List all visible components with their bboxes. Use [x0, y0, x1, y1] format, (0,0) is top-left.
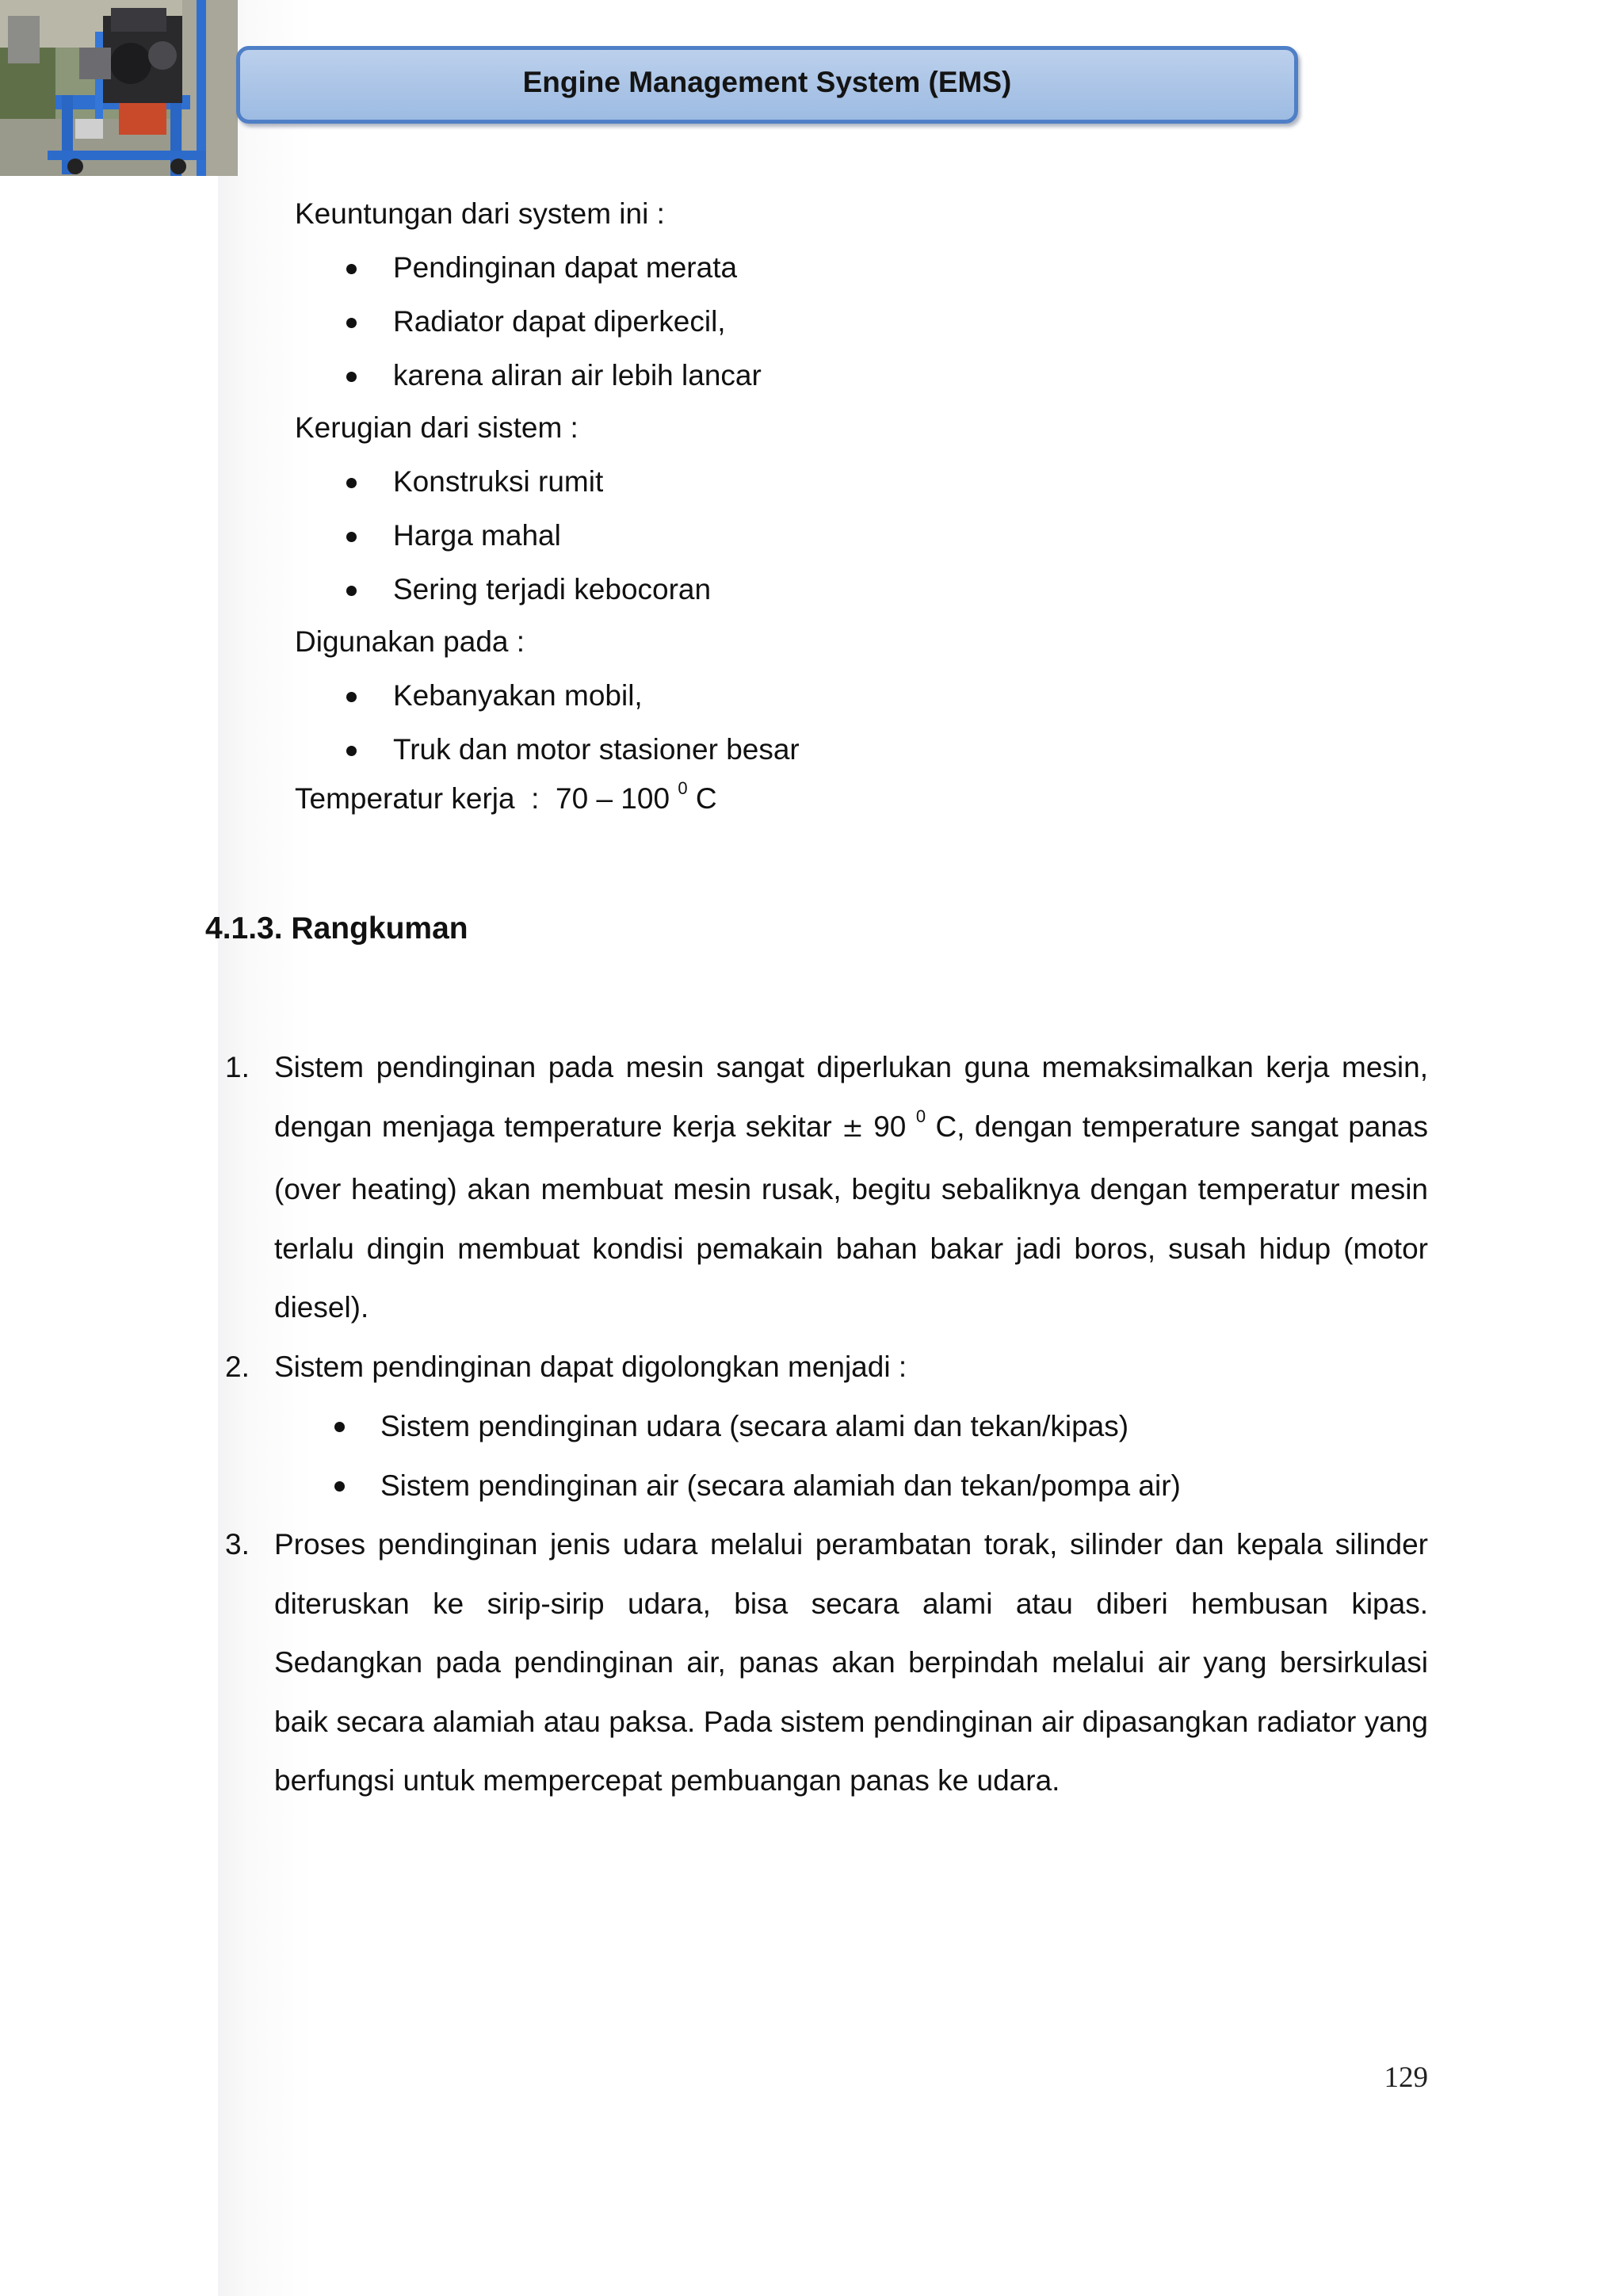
- disadvantages-label: Kerugian dari sistem :: [295, 411, 579, 444]
- subitem-text: Sistem pendinginan udara (secara alami dan tekan/kipas): [380, 1410, 1129, 1442]
- summary-subitem: [225, 1456, 1428, 1515]
- item-number: 3.: [225, 1528, 250, 1561]
- bullet-icon: [346, 318, 357, 328]
- usage-item: Kebanyakan mobil,: [393, 679, 643, 712]
- summary-text: Proses pendinginan jenis udara melalui perambatan torak, silinder dan kepala silinder diteruskan ke sirip-sirip udara, bisa secara alami atau diberi hembusan kipas. Sedangkan pada pendinginan air, panas akan berpindah melalui air yang bersirkulasi baik secara alamiah atau paksa. Pada sistem pendinginan air dipasangkan radiator yang berfungsi untuk mempercepat pembuangan panas ke udara.: [274, 1528, 1428, 1797]
- header-title: Engine Management System (EMS): [522, 66, 1012, 98]
- summary-text: Sistem pendinginan dapat digolongkan menjadi :: [274, 1350, 907, 1383]
- bullet-icon: [346, 692, 357, 702]
- section-number: 4.1.3.: [205, 911, 283, 946]
- disadvantage-item: Harga mahal: [393, 519, 561, 552]
- degree-superscript: 0: [678, 778, 688, 798]
- bullet-icon: [334, 1481, 345, 1492]
- engine-trainer-photo: [0, 0, 238, 176]
- bullet-icon: [346, 746, 357, 756]
- summary-item: [225, 1338, 1428, 1397]
- summary-item: [225, 1515, 1428, 1811]
- advantage-item: Radiator dapat diperkecil,: [393, 305, 726, 338]
- summary-text: C, dengan temperature sangat panas (over heating) akan membuat mesin rusak, begitu sebaliknya dengan temperatur mesin terlalu dingin membuat kondisi pemakain bahan bakar jadi boros, susah hidup (motor diesel).: [274, 1110, 1429, 1324]
- item-number: 1.: [225, 1051, 250, 1083]
- page-number: 129: [1384, 2061, 1428, 2094]
- temperature-unit: C: [695, 782, 717, 815]
- summary-list: [225, 1038, 1428, 1811]
- header-banner: [236, 46, 1298, 124]
- section-title: Rangkuman: [291, 911, 468, 946]
- disadvantage-item: Sering terjadi kebocoran: [393, 573, 712, 606]
- usage-label: Digunakan pada :: [295, 625, 525, 658]
- advantages-label: Keuntungan dari system ini :: [295, 197, 665, 230]
- degree-superscript: 0: [915, 1106, 926, 1126]
- summary-subitem: [225, 1396, 1428, 1456]
- advantage-item: Pendinginan dapat merata: [393, 251, 738, 284]
- bullet-icon: [334, 1422, 345, 1432]
- summary-item: [225, 1038, 1428, 1338]
- disadvantage-item: Konstruksi rumit: [393, 465, 604, 498]
- bullet-icon: [346, 478, 357, 488]
- plus-minus-symbol: ±: [842, 1111, 864, 1143]
- temperature-range: 70 – 100: [556, 782, 670, 815]
- usage-item: Truk dan motor stasioner besar: [393, 733, 800, 766]
- bullet-icon: [346, 264, 357, 274]
- bullet-icon: [346, 372, 357, 382]
- section-heading: [205, 911, 468, 946]
- advantage-item: karena aliran air lebih lancar: [393, 359, 762, 392]
- subitem-text: Sistem pendinginan air (secara alamiah dan tekan/pompa air): [380, 1469, 1181, 1502]
- bullet-icon: [346, 532, 357, 542]
- temperature-separator: :: [531, 782, 540, 815]
- working-temperature: [295, 778, 717, 820]
- item-number: 2.: [225, 1350, 250, 1383]
- temperature-value: 90: [873, 1110, 907, 1143]
- temperature-label: Temperatur kerja: [295, 782, 515, 815]
- bullet-icon: [346, 586, 357, 596]
- summary-text: Sistem pendinginan pada mesin sangat diperlukan guna memaksimalkan kerja mesin, dengan menjaga temperature kerja sekitar: [274, 1051, 1428, 1143]
